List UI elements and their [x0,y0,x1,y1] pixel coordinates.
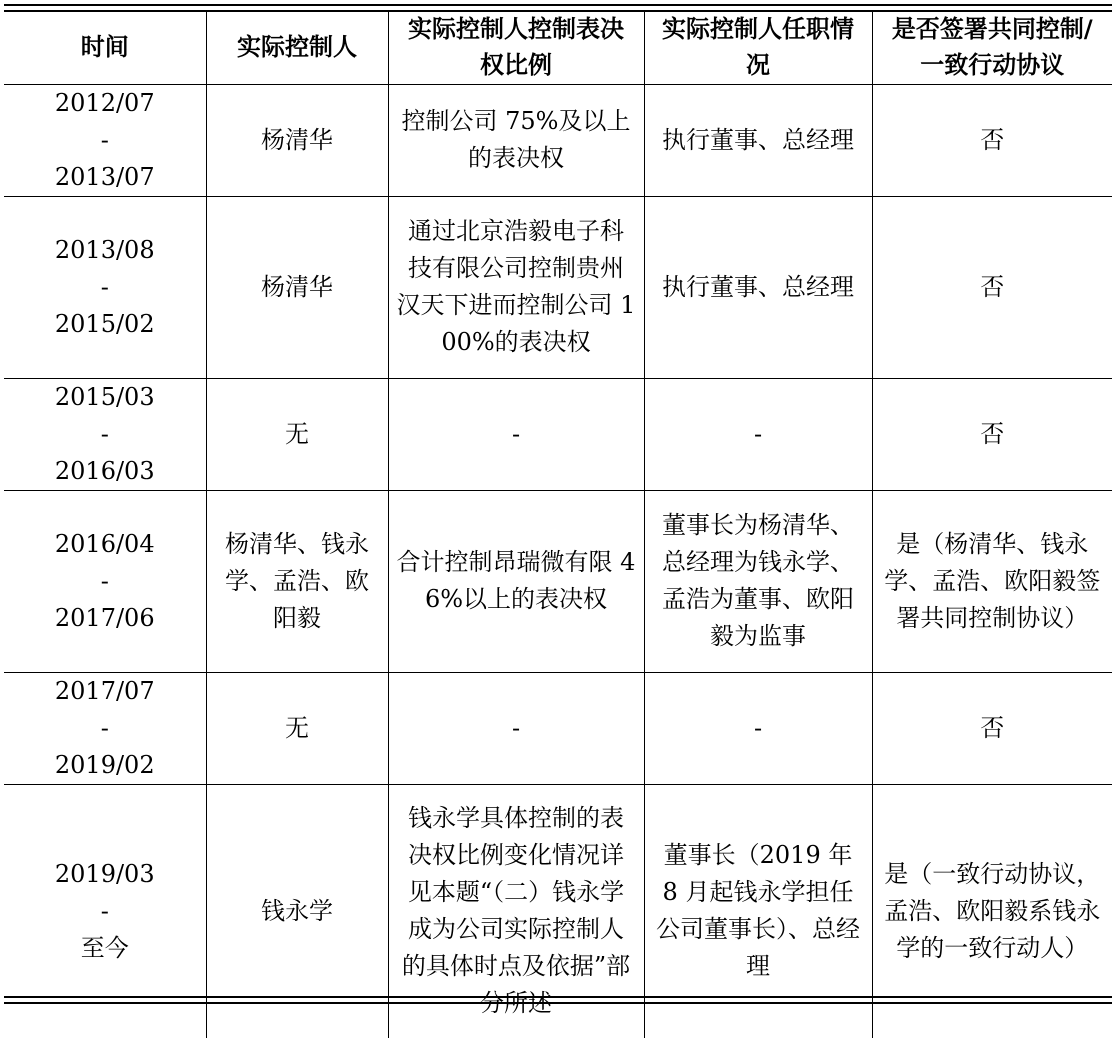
header-position: 实际控制人任职情况 [644,10,872,84]
voting-ratio-cell: 通过北京浩毅电子科技有限公司控制贵州汉天下进而控制公司 100%的表决权 [388,196,644,378]
period-end: 2019/02 [54,750,155,779]
table-row [4,84,1112,196]
controller-cell: 杨清华、钱永学、孟浩、欧阳毅 [206,490,388,672]
period-separator: - [100,713,109,742]
controller-history-table [4,10,1112,1038]
header-voting-ratio: 实际控制人控制表决权比例 [388,10,644,84]
period-cell [4,672,206,784]
period-start: 2016/04 [54,529,155,558]
agreement-cell: 否 [872,672,1112,784]
period-separator: - [100,566,109,595]
period-cell [4,196,206,378]
period-start: 2013/08 [54,235,155,264]
header-agreement: 是否签署共同控制/一致行动协议 [872,10,1112,84]
position-cell: - [644,672,872,784]
period-start: 2015/03 [54,382,155,411]
voting-ratio-cell: - [388,672,644,784]
controller-cell: 杨清华 [206,196,388,378]
period-separator: - [100,272,109,301]
position-cell: 执行董事、总经理 [644,84,872,196]
header-controller: 实际控制人 [206,10,388,84]
voting-ratio-cell: 控制公司 75%及以上的表决权 [388,84,644,196]
period-end: 2017/06 [54,603,155,632]
header-period: 时间 [4,10,206,84]
agreement-cell: 否 [872,378,1112,490]
period-end: 2015/02 [54,309,155,338]
period-end: 至今 [80,933,129,962]
period-cell [4,84,206,196]
period-cell [4,378,206,490]
period-separator: - [100,125,109,154]
table-header-row [4,10,1112,84]
position-cell: - [644,378,872,490]
controller-cell: 杨清华 [206,84,388,196]
controller-cell: 钱永学 [206,784,388,1038]
table-row [4,378,1112,490]
agreement-cell: 是（一致行动协议，孟浩、欧阳毅系钱永学的一致行动人） [872,784,1112,1038]
controller-cell: 无 [206,672,388,784]
period-end: 2016/03 [54,456,155,485]
period-start: 2017/07 [54,676,155,705]
position-cell: 执行董事、总经理 [644,196,872,378]
period-start: 2019/03 [54,859,155,888]
voting-ratio-cell: 合计控制昂瑞微有限 46%以上的表决权 [388,490,644,672]
agreement-cell: 否 [872,84,1112,196]
agreement-cell: 是（杨清华、钱永学、孟浩、欧阳毅签署共同控制协议） [872,490,1112,672]
position-cell: 董事长为杨清华、总经理为钱永学、孟浩为董事、欧阳毅为监事 [644,490,872,672]
agreement-cell: 否 [872,196,1112,378]
table-row [4,672,1112,784]
period-separator: - [100,419,109,448]
position-cell: 董事长（2019 年 8 月起钱永学担任公司董事长）、总经理 [644,784,872,1038]
period-cell [4,490,206,672]
table-row [4,490,1112,672]
period-separator: - [100,896,109,925]
voting-ratio-cell: 钱永学具体控制的表决权比例变化情况详见本题“（二）钱永学成为公司实际控制人的具体时点及依据”部分所述 [388,784,644,1038]
table-row [4,196,1112,378]
controller-cell: 无 [206,378,388,490]
period-start: 2012/07 [54,88,155,117]
voting-ratio-cell: - [388,378,644,490]
period-end: 2013/07 [54,162,155,191]
table-bottom-rule [4,996,1112,1004]
